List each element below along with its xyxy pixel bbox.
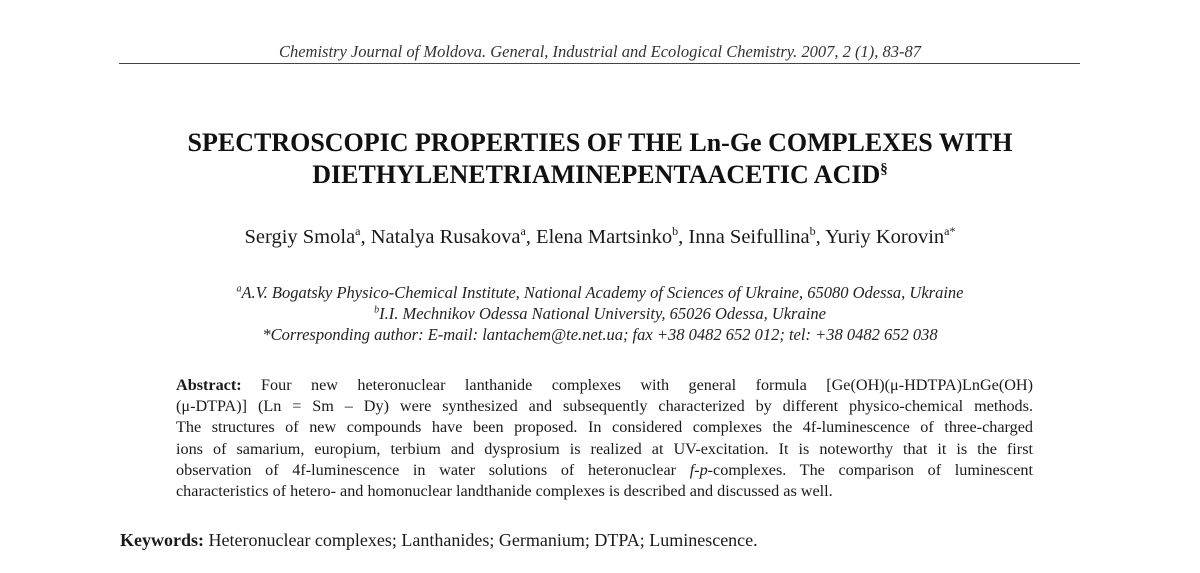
abstract-text: observation of 4f-luminescence in water solutions of heteronuclear [176,460,690,479]
title-line-2 [0,159,1200,191]
author-separator: , [815,226,826,248]
title-footnote-mark: § [880,161,888,178]
author-affiliation-mark: b [672,224,679,239]
author-separator: , [525,226,537,248]
affiliation-mark: a [236,283,242,295]
abstract-text: -complexes. The comparison of luminescent [707,460,1034,479]
affiliation-text: I.I. Mechnikov Odessa National University, 65026 Odessa, Ukraine [379,304,826,323]
author-name: Natalya Rusakova [370,226,521,248]
abstract-line: characteristics of hetero- and homonuclear landthanide complexes is described and discussed as well. [176,481,833,500]
affiliation-mark: b [374,304,380,316]
keywords-text: Heteronuclear complexes; Lanthanides; Germanium; DTPA; Luminescence. [204,530,758,550]
author-affiliation-mark: a [355,224,361,239]
abstract-line: ions of samarium, europium, terbium and dysprosium is realized at UV-excitation. It is noteworthy that it is the first [176,439,1033,458]
keywords-label: Keywords: [120,530,204,550]
affiliation-a [0,282,1200,303]
affiliation-text: A.V. Bogatsky Physico-Chemical Institute, National Academy of Sciences of Ukraine, 65080 Odessa, Ukraine [241,283,964,302]
corresponding-author: *Corresponding author: E-mail: lantachem@te.net.ua; fax +38 0482 652 012; tel: +38 0482 652 038 [262,325,938,344]
title-line-1: SPECTROSCOPIC PROPERTIES OF THE Ln-Ge COMPLEXES WITH [187,128,1013,157]
author-affiliation-mark: a* [944,224,956,239]
abstract-line [176,375,1033,396]
title-line-2-text: DIETHYLENETRIAMINEPENTAACETIC ACID [312,160,881,189]
author-name: Sergiy Smola [244,226,356,248]
author-affiliation-mark: b [809,224,816,239]
author-separator: , [360,226,371,248]
abstract-line [176,460,1033,481]
abstract-line: The structures of new compounds have been proposed. In considered complexes the 4f-luminescence of three-charged [176,418,1033,437]
author-name: Yuriy Korovin [825,226,945,248]
abstract-label: Abstract: [176,376,242,394]
abstract-line: (μ-DTPA)] (Ln = Sm – Dy) were synthesized and subsequently characterized by different physico-chemical methods. [176,397,1033,416]
abstract-block [176,375,1033,502]
author-affiliation-mark: a [520,224,526,239]
abstract-italic-term: f-p [689,460,708,479]
journal-citation: Chemistry Journal of Moldova. General, Industrial and Ecological Chemistry. 2007, 2 (1), 83-87 [278,42,922,61]
author-separator: , [678,226,689,248]
abstract-text: Four new heteronuclear lanthanide complexes with general formula [Ge(OH)(μ-HDTPA)LnGe(OH) [241,376,1033,394]
affiliations-block [0,282,1200,345]
header-divider [119,63,1080,64]
author-name: Inna Seifullina [688,226,810,248]
keywords-line [120,530,758,551]
affiliation-b [0,303,1200,324]
author-name: Elena Martsinko [536,226,673,248]
author-list [0,226,1200,249]
paper-title [0,127,1200,191]
